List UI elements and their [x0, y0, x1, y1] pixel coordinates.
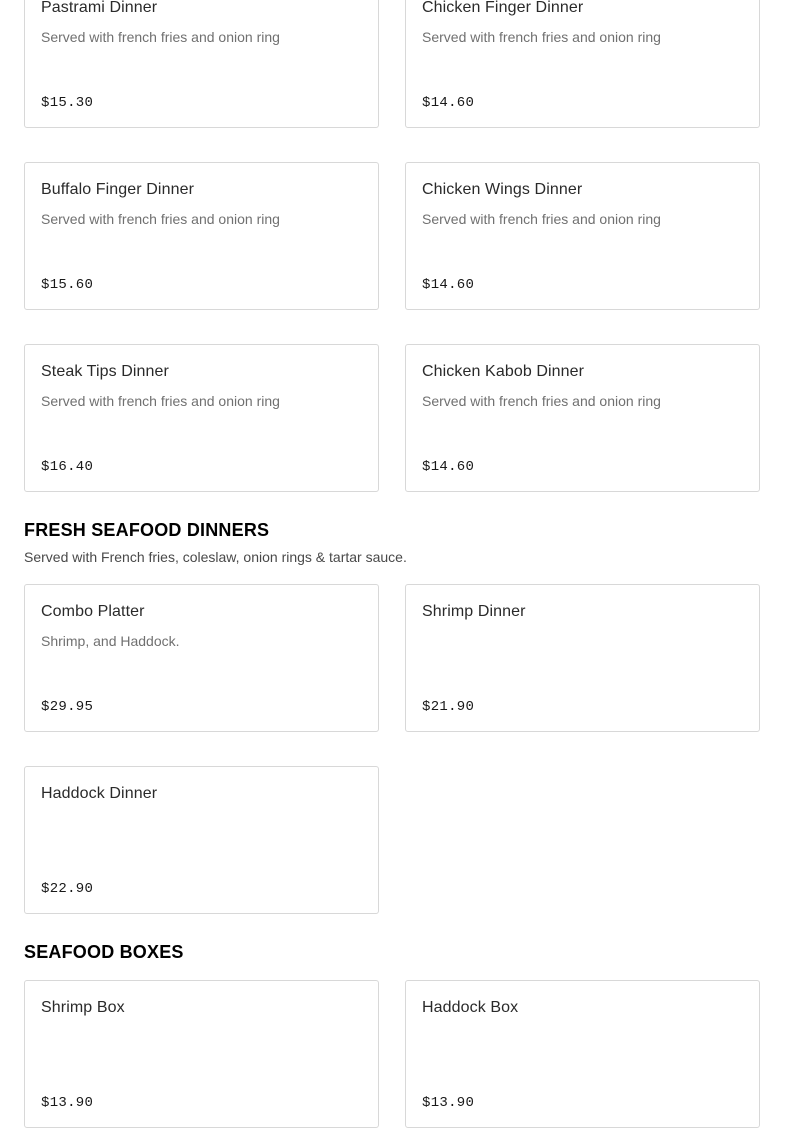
menu-item-price: $14.60 — [422, 277, 475, 293]
menu-item-name: Chicken Kabob Dinner — [422, 363, 585, 380]
menu-item-card[interactable] — [24, 980, 379, 1128]
menu-item-price: $13.90 — [41, 1095, 94, 1111]
menu-item-card[interactable] — [405, 162, 760, 310]
menu-item-price: $16.40 — [41, 459, 94, 475]
menu-item-name: Buffalo Finger Dinner — [41, 181, 194, 198]
menu-item-name: Combo Platter — [41, 603, 145, 620]
menu-item-price: $15.60 — [41, 277, 94, 293]
menu-item-name: Pastrami Dinner — [41, 0, 158, 16]
menu-item-price: $13.90 — [422, 1095, 475, 1111]
menu-item-description: Served with french fries and onion ring — [41, 393, 280, 409]
menu-item-description: Shrimp, and Haddock. — [41, 633, 180, 649]
menu-item-card[interactable] — [24, 0, 379, 128]
menu-item-price: $29.95 — [41, 699, 94, 715]
menu-item-description: Served with french fries and onion ring — [41, 29, 280, 45]
menu-item-description: Served with french fries and onion ring — [41, 211, 280, 227]
menu-item-price: $21.90 — [422, 699, 475, 715]
menu-item-description: Served with french fries and onion ring — [422, 29, 661, 45]
menu-item-name: Chicken Finger Dinner — [422, 0, 584, 16]
menu-item-card[interactable] — [24, 766, 379, 914]
section-title-seafood-boxes: SEAFOOD BOXES — [24, 942, 184, 962]
menu-item-name: Shrimp Dinner — [422, 603, 526, 620]
section-title-fresh-seafood-dinners: FRESH SEAFOOD DINNERS — [24, 520, 270, 540]
menu-item-price: $14.60 — [422, 95, 475, 111]
menu-item-description: Served with french fries and onion ring — [422, 393, 661, 409]
menu-item-card[interactable] — [405, 584, 760, 732]
menu-item-price: $14.60 — [422, 459, 475, 475]
menu-item-card[interactable] — [24, 162, 379, 310]
menu-item-price: $22.90 — [41, 881, 94, 897]
menu-item-card[interactable] — [24, 344, 379, 492]
menu-item-name: Haddock Box — [422, 999, 519, 1016]
menu-item-card[interactable] — [24, 584, 379, 732]
section-description: Served with French fries, coleslaw, onion rings & tartar sauce. — [24, 549, 407, 565]
menu-item-description: Served with french fries and onion ring — [422, 211, 661, 227]
menu-item-card[interactable] — [405, 0, 760, 128]
menu-item-card[interactable] — [405, 344, 760, 492]
menu-item-card[interactable] — [405, 980, 760, 1128]
menu-item-price: $15.30 — [41, 95, 94, 111]
menu-item-name: Haddock Dinner — [41, 785, 158, 802]
menu-item-name: Steak Tips Dinner — [41, 363, 169, 380]
menu-item-name: Shrimp Box — [41, 999, 125, 1016]
menu-item-name: Chicken Wings Dinner — [422, 181, 583, 198]
